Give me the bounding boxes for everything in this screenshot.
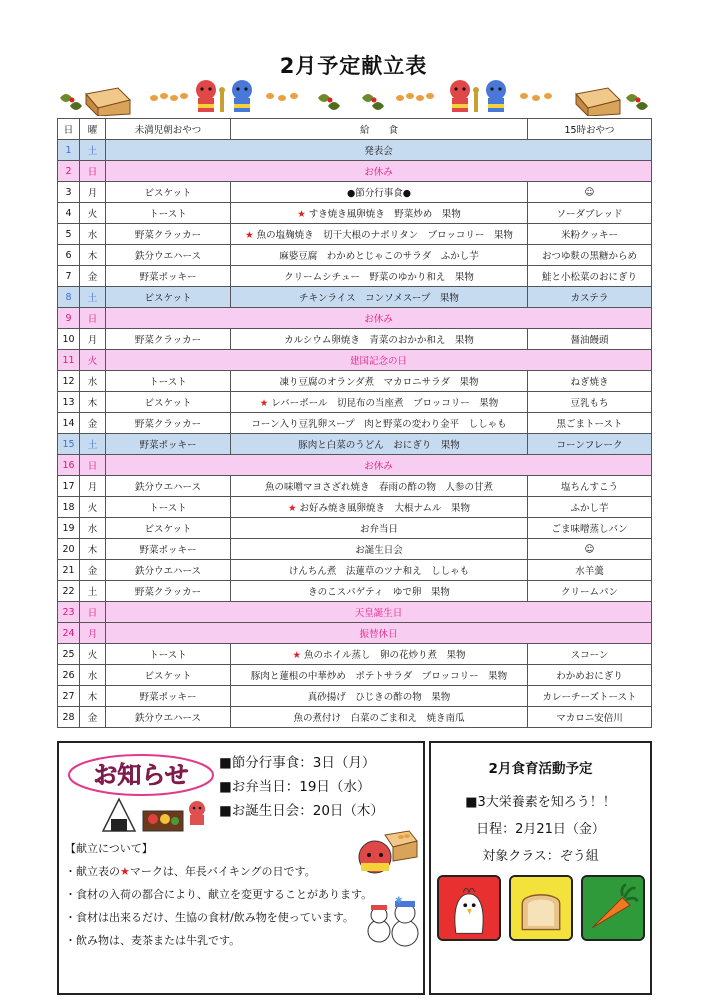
cell-weekday: 土	[80, 140, 106, 161]
cell-weekday: 水	[80, 665, 106, 686]
table-row	[58, 497, 652, 518]
cell-snack: ビスケット	[106, 287, 231, 308]
oni-masu-decoration	[355, 827, 421, 887]
lunch-text: けんちん煮 法蓮草のツナ和え ししゃも	[288, 566, 470, 577]
cell-weekday: 火	[80, 203, 106, 224]
snowman-icon	[392, 901, 418, 946]
cell-weekday: 土	[80, 287, 106, 308]
cell-lunch	[231, 518, 528, 539]
cell-weekday: 日	[80, 455, 106, 476]
table-row	[58, 665, 652, 686]
cell-weekday: 日	[80, 308, 106, 329]
cell-day: 4	[58, 203, 80, 224]
cell-snack: 鉄分ウエハース	[106, 476, 231, 497]
cell-snack: 野菜ポッキー	[106, 266, 231, 287]
cell-lunch	[231, 707, 528, 728]
lunch-text: 凍り豆腐のオランダ煮 マカロニサラダ 果物	[279, 377, 479, 388]
bean-icon	[150, 93, 188, 101]
cell-day: 8	[58, 287, 80, 308]
cell-day: 14	[58, 413, 80, 434]
carrot-tile-icon	[581, 875, 645, 941]
masu-box-icon	[576, 88, 620, 116]
table-row	[58, 245, 652, 266]
blue-oni-icon	[232, 80, 252, 112]
cell-snack-3pm: 黒ごまトースト	[528, 413, 652, 434]
setsubun-decoration	[56, 76, 652, 116]
cell-snack-3pm: カステラ	[528, 287, 652, 308]
cell-day: 2	[58, 161, 80, 182]
cell-snack: ビスケット	[106, 182, 231, 203]
cell-lunch	[231, 644, 528, 665]
cell-day: 20	[58, 539, 80, 560]
cell-weekday: 日	[80, 602, 106, 623]
holly-icon	[318, 94, 340, 110]
cell-snack-3pm: わかめおにぎり	[528, 665, 652, 686]
snowman-icon	[368, 905, 390, 942]
table-row	[58, 371, 652, 392]
holly-icon	[626, 94, 648, 110]
lunch-text: 麻婆豆腐 わかめとじゃこのサラダ ふかし芋	[279, 251, 479, 262]
cell-day: 16	[58, 455, 80, 476]
cell-day: 27	[58, 686, 80, 707]
cell-snack: トースト	[106, 644, 231, 665]
cell-day: 26	[58, 665, 80, 686]
cell-weekday: 月	[80, 329, 106, 350]
cell-weekday: 金	[80, 707, 106, 728]
cell-weekday: 金	[80, 266, 106, 287]
cell-lunch	[231, 581, 528, 602]
table-row	[58, 602, 652, 623]
table-row	[58, 686, 652, 707]
cell-snack-3pm: 豆乳もち	[528, 392, 652, 413]
octopus-sausage-icon	[189, 801, 205, 825]
cell-snack-3pm: 鮭と小松菜のおにぎり	[528, 266, 652, 287]
table-row	[58, 350, 652, 371]
lunch-text: すき焼き風卵焼き 野菜炒め 果物	[308, 209, 461, 220]
table-row	[58, 161, 652, 182]
table-header-row	[58, 119, 652, 140]
table-row	[58, 476, 652, 497]
bean-icon	[266, 93, 298, 101]
cell-day: 25	[58, 644, 80, 665]
table-row	[58, 623, 652, 644]
cell-snack: 野菜クラッカー	[106, 581, 231, 602]
cell-snack: 野菜クラッカー	[106, 329, 231, 350]
food-education-box	[429, 741, 652, 995]
cell-snack: ビスケット	[106, 518, 231, 539]
cell-snack-3pm: ごま味噌蒸しパン	[528, 518, 652, 539]
cell-snack: 鉄分ウエハース	[106, 707, 231, 728]
cell-lunch	[231, 665, 528, 686]
table-row	[58, 182, 652, 203]
cell-snack-3pm: 醤油饅頭	[528, 329, 652, 350]
cell-day: 17	[58, 476, 80, 497]
holly-icon	[362, 94, 384, 110]
cell-weekday: 日	[80, 161, 106, 182]
cell-lunch	[231, 413, 528, 434]
star-icon: ★	[245, 230, 254, 241]
lunch-text: ●節分行事食●	[346, 188, 412, 199]
cell-lunch	[231, 224, 528, 245]
lunch-text: 魚の煮付け 白菜のごま和え 焼き南瓜	[293, 713, 465, 724]
note-coop: ・食材は出来るだけ、生協の食材/飲み物を使っています。	[65, 911, 354, 924]
cell-weekday: 月	[80, 182, 106, 203]
note-change: ・食材の入荷の都合により、献立を変更することがあります。	[65, 888, 373, 901]
blue-oni-icon	[486, 80, 506, 112]
cell-snack-3pm: コーンフレーク	[528, 434, 652, 455]
cell-weekday: 土	[80, 581, 106, 602]
red-oni-icon	[196, 80, 216, 112]
nutrient-tiles	[437, 875, 645, 941]
cell-snack: 野菜ポッキー	[106, 539, 231, 560]
header-snack-3pm: 15時おやつ	[528, 119, 652, 140]
cell-day: 15	[58, 434, 80, 455]
cell-weekday: 水	[80, 224, 106, 245]
oshirase-logo	[67, 753, 215, 797]
cell-day: 19	[58, 518, 80, 539]
cell-snack-3pm: スコーン	[528, 644, 652, 665]
table-row	[58, 266, 652, 287]
cell-lunch	[231, 392, 528, 413]
table-row	[58, 518, 652, 539]
header-lunch: 給 食	[231, 119, 528, 140]
cell-lunch	[231, 329, 528, 350]
event-setsubun: ■節分行事食：3日（月）	[219, 755, 376, 771]
activity-date: 日程：2月21日（金）	[476, 822, 605, 837]
oshirase-logo-text: お知らせ	[93, 761, 189, 789]
cell-lunch	[231, 245, 528, 266]
cell-snack-3pm: ☺	[528, 539, 652, 560]
cell-lunch	[231, 539, 528, 560]
cell-snack-3pm: おつゆ麩の黒糖からめ	[528, 245, 652, 266]
lunch-text: クリームシチュー 野菜のゆかり和え 果物	[284, 272, 474, 283]
cell-snack-3pm: マカロニ安倍川	[528, 707, 652, 728]
lunch-text: カルシウム卵焼き 青菜のおかか和え 果物	[284, 335, 474, 346]
cell-snack-3pm: ふかし芋	[528, 497, 652, 518]
cell-lunch	[231, 203, 528, 224]
lunch-text: きのこスパゲティ ゆで卵 果物	[308, 587, 450, 598]
lunch-text: 豚肉と白菜のうどん おにぎり 果物	[298, 440, 460, 451]
table-row	[58, 413, 652, 434]
cell-lunch	[231, 266, 528, 287]
cell-day: 11	[58, 350, 80, 371]
table-row	[58, 308, 652, 329]
club-icon	[473, 87, 479, 112]
star-icon: ★	[287, 503, 297, 514]
lunch-text: お弁当日	[359, 524, 398, 535]
cell-day: 28	[58, 707, 80, 728]
red-oni-icon	[450, 80, 470, 112]
cell-day: 24	[58, 623, 80, 644]
cell-weekday: 金	[80, 413, 106, 434]
note-drinks: ・飲み物は、麦茶または牛乳です。	[65, 934, 241, 947]
holly-icon	[60, 94, 82, 110]
cell-snack: 野菜クラッカー	[106, 224, 231, 245]
cell-day: 12	[58, 371, 80, 392]
cell-snack: ビスケット	[106, 665, 231, 686]
cell-day: 5	[58, 224, 80, 245]
cell-event: 発表会	[106, 140, 652, 161]
star-icon: ★	[297, 209, 306, 220]
lunch-text: 魚のホイル蒸し 卵の花炒り煮 果物	[304, 650, 466, 661]
lunch-text: 豚肉と蓮根の中華炒め ポテトサラダ ブロッコリー 果物	[250, 671, 508, 682]
cell-snack-3pm: ねぎ焼き	[528, 371, 652, 392]
cell-weekday: 水	[80, 518, 106, 539]
star-icon: ★	[292, 650, 301, 661]
lunch-text: 魚の味噌マヨさざれ焼き 春雨の酢の物 人参の甘煮	[264, 482, 493, 493]
cell-lunch	[231, 287, 528, 308]
cell-day: 9	[58, 308, 80, 329]
table-row	[58, 455, 652, 476]
lunch-text: レバーボール 切昆布の当座煮 ブロッコリー 果物	[271, 398, 499, 409]
red-oni-icon	[359, 841, 391, 873]
masu-box-icon	[86, 88, 130, 116]
activity-topic: ■3大栄養素を知ろう！！	[465, 795, 616, 810]
table-row	[58, 581, 652, 602]
cell-day: 10	[58, 329, 80, 350]
cell-day: 23	[58, 602, 80, 623]
header-snack-infant: 未満児朝おやつ	[106, 119, 231, 140]
cell-snack-3pm: ソーダブレッド	[528, 203, 652, 224]
cell-weekday: 土	[80, 434, 106, 455]
table-row	[58, 560, 652, 581]
cell-day: 7	[58, 266, 80, 287]
cell-weekday: 月	[80, 623, 106, 644]
page-title: 2月予定献立表	[279, 54, 428, 78]
table-row	[58, 707, 652, 728]
cell-snack: 鉄分ウエハース	[106, 560, 231, 581]
table-row	[58, 140, 652, 161]
cell-day: 18	[58, 497, 80, 518]
notice-box	[57, 741, 425, 995]
cell-snack-3pm: 塩ちんすこう	[528, 476, 652, 497]
lunch-text: お好み焼き風卵焼き 大根ナムル 果物	[299, 503, 471, 514]
cell-event: 建国記念の日	[106, 350, 652, 371]
cell-event: お休み	[106, 161, 652, 182]
event-bento-day: ■お弁当日：19日（水）	[219, 779, 371, 795]
cell-snack: トースト	[106, 497, 231, 518]
club-icon	[219, 87, 225, 112]
cell-event: お休み	[106, 455, 652, 476]
table-row	[58, 287, 652, 308]
cell-weekday: 木	[80, 686, 106, 707]
table-row	[58, 644, 652, 665]
cell-day: 3	[58, 182, 80, 203]
cell-snack-3pm: 米粉クッキー	[528, 224, 652, 245]
activity-class: 対象クラス：ぞう組	[482, 849, 599, 864]
cell-snack: 野菜クラッカー	[106, 413, 231, 434]
cell-lunch	[231, 497, 528, 518]
cell-weekday: 水	[80, 371, 106, 392]
snowman-decoration	[365, 893, 423, 949]
cell-event: お休み	[106, 308, 652, 329]
activity-title: 2月食育活動予定	[488, 761, 593, 777]
cell-weekday: 木	[80, 539, 106, 560]
cell-day: 13	[58, 392, 80, 413]
cell-snack-3pm: 水羊羹	[528, 560, 652, 581]
bread-tile-icon	[509, 875, 573, 941]
menu-table	[57, 118, 652, 728]
chicken-tile-icon	[437, 875, 501, 941]
cell-snack: トースト	[106, 371, 231, 392]
cell-day: 1	[58, 140, 80, 161]
cell-weekday: 木	[80, 392, 106, 413]
cell-event: 振替休日	[106, 623, 652, 644]
table-row	[58, 392, 652, 413]
cell-snack: 野菜ポッキー	[106, 434, 231, 455]
bento-decoration	[99, 793, 209, 833]
menu-notes	[65, 837, 372, 952]
table-row	[58, 434, 652, 455]
bento-box-icon	[143, 811, 183, 831]
activity-details	[431, 789, 650, 870]
lunch-text: お誕生日会	[355, 545, 403, 556]
cell-weekday: 火	[80, 644, 106, 665]
lunch-text: コーン入り豆乳卵スープ 肉と野菜の変わり金平 ししゃも	[251, 419, 507, 430]
header-day: 日	[58, 119, 80, 140]
cell-weekday: 火	[80, 497, 106, 518]
table-row	[58, 539, 652, 560]
notice-events	[219, 751, 384, 823]
cell-lunch	[231, 686, 528, 707]
cell-day: 22	[58, 581, 80, 602]
cell-weekday: 火	[80, 350, 106, 371]
notes-title: 【献立について】	[65, 842, 153, 855]
cell-lunch	[231, 476, 528, 497]
cell-weekday: 金	[80, 560, 106, 581]
table-row	[58, 203, 652, 224]
lunch-text: チキンライス コンソメスープ 果物	[299, 293, 459, 304]
cell-lunch	[231, 182, 528, 203]
cell-snack-3pm: クリームパン	[528, 581, 652, 602]
lunch-text: 真砂揚げ ひじきの酢の物 果物	[307, 692, 451, 703]
note-star: ・献立表の★マークは、年長バイキングの日です。	[65, 865, 316, 878]
cell-event: 天皇誕生日	[106, 602, 652, 623]
cell-snack-3pm: ☺	[528, 182, 652, 203]
star-icon: ★	[259, 398, 269, 409]
cell-lunch	[231, 560, 528, 581]
header-weekday: 曜	[80, 119, 106, 140]
lunch-text: 魚の塩麹焼き 切干大根のナポリタン ブロッコリー 果物	[256, 230, 513, 241]
table-row	[58, 329, 652, 350]
cell-snack: ビスケット	[106, 392, 231, 413]
event-birthday: ■お誕生日会：20日（木）	[219, 803, 384, 819]
cell-snack-3pm: カレーチーズトースト	[528, 686, 652, 707]
table-row	[58, 224, 652, 245]
cell-day: 6	[58, 245, 80, 266]
cell-lunch	[231, 434, 528, 455]
cell-lunch	[231, 371, 528, 392]
bean-icon	[520, 93, 552, 101]
cell-weekday: 木	[80, 245, 106, 266]
onigiri-icon	[103, 799, 135, 831]
cell-weekday: 月	[80, 476, 106, 497]
bean-icon	[396, 93, 434, 101]
cell-snack: 野菜ポッキー	[106, 686, 231, 707]
cell-snack: トースト	[106, 203, 231, 224]
cell-snack: 鉄分ウエハース	[106, 245, 231, 266]
snowflake-icon: ✱	[395, 896, 403, 906]
cell-day: 21	[58, 560, 80, 581]
